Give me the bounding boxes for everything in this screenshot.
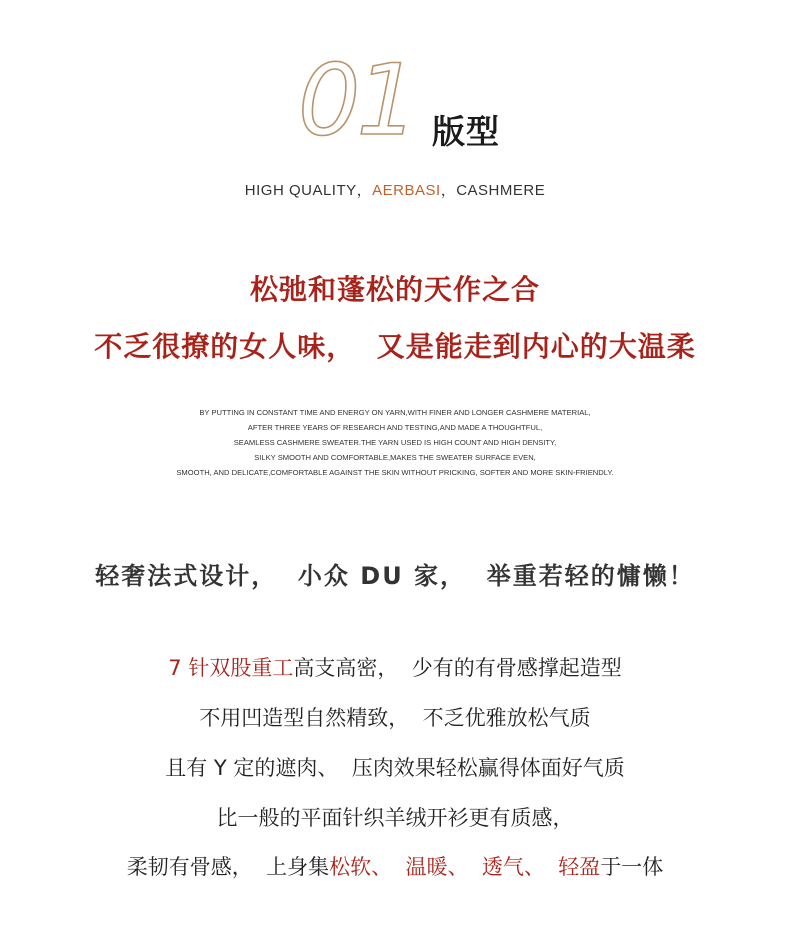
body-line-5 <box>0 851 790 881</box>
body-line-5-text-a: 柔韧有骨感， 上身集 <box>126 855 330 879</box>
tagline <box>0 179 790 200</box>
body-line-3: 且有 Y 定的遮肉、 压肉效果轻松赢得体面好气质 <box>165 756 625 780</box>
body-line-2: 不用凹造型自然精致， 不乏优雅放松气质 <box>199 706 591 730</box>
tagline-brand: AERBASI <box>372 182 441 199</box>
body-line-5-text-b: 于一体 <box>600 855 664 879</box>
body-line-5-gap <box>545 855 558 879</box>
body-line-1 <box>0 652 790 682</box>
body-line-5-highlight-breathable: 透气、 <box>481 855 545 879</box>
tagline-part2: ，CASHMERE <box>440 182 546 199</box>
body-line-5-highlight-soft: 松软、 <box>329 855 393 879</box>
section-number: 01 <box>298 48 415 143</box>
headline-2: 不乏很撩的女人味， 又是能走到内心的大温柔 <box>94 330 696 363</box>
body-line-5-highlight-warm: 温暖、 <box>405 855 469 879</box>
headline-1: 松弛和蓬松的天作之合 <box>249 273 540 306</box>
body-line-1-highlight: 7 针双股重工 <box>168 656 294 680</box>
english-line: BY PUTTING IN CONSTANT TIME AND ENERGY ON YARN,WITH FINER AND LONGER CASHMERE MATERIAL, <box>199 408 591 417</box>
english-line: SILKY SMOOTH AND COMFORTABLE,MAKES THE SWEATER SURFACE EVEN, <box>254 453 536 462</box>
english-line: AFTER THREE YEARS OF RESEARCH AND TESTING,AND MADE A THOUGHTFUL, <box>247 423 543 432</box>
body-line-1-text: 高支高密， 少有的有骨感撑起造型 <box>293 656 622 680</box>
body-line-5-gap <box>469 855 482 879</box>
body-line-5-gap <box>392 855 405 879</box>
section-title: 版型 <box>432 112 500 151</box>
english-line: SMOOTH, AND DELICATE,COMFORTABLE AGAINST THE SKIN WITHOUT PRICKING, SOFTER AND MORE SKIN-FRIENDLY. <box>176 468 614 477</box>
section-header <box>0 48 790 151</box>
body-line-4: 比一般的平面针织羊绒开衫更有质感， <box>216 806 574 830</box>
english-paragraph <box>0 405 790 480</box>
tagline-part1: HIGH QUALITY， <box>244 182 373 199</box>
slogan: 轻奢法式设计， 小众 DU 家， 举重若轻的慵懒！ <box>95 562 695 590</box>
english-line: SEAMLESS CASHMERE SWEATER.THE YARN USED IS HIGH COUNT AND HIGH DENSITY, <box>233 438 557 447</box>
body-line-5-highlight-light: 轻盈 <box>558 855 601 879</box>
section-number-outline <box>296 48 426 143</box>
